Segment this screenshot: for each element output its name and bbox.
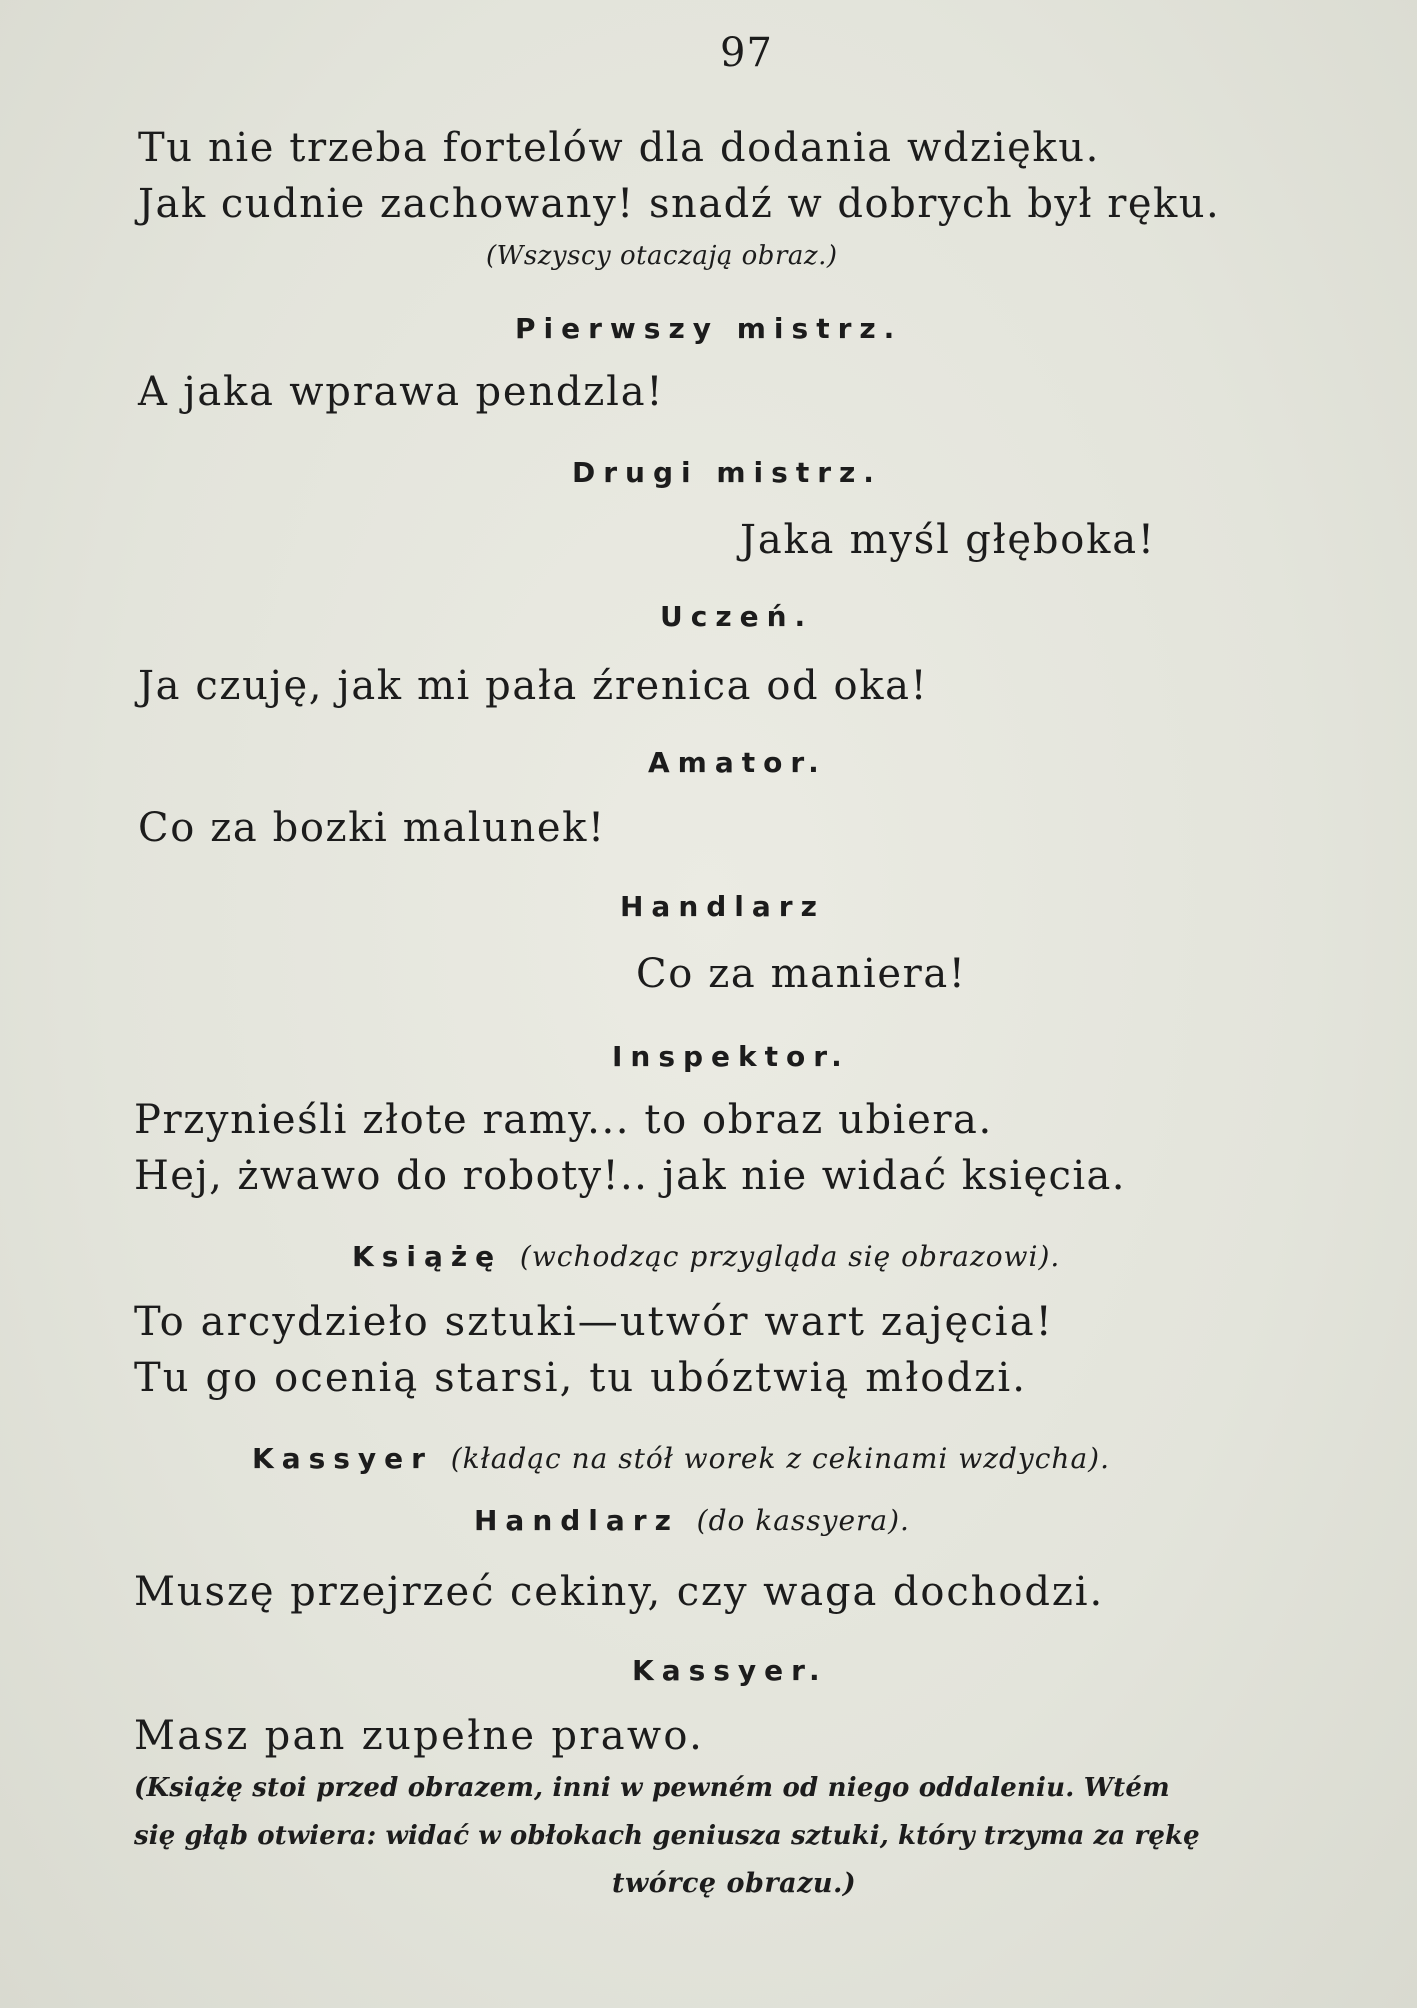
speaker-line [352,1240,1060,1274]
speaker-name: Pierwszy mistrz. [515,312,903,345]
speaker-name: Uczeń. [660,600,814,633]
page-number: 97 [720,30,773,76]
verse-line: Co za bozki malunek! [138,805,606,851]
verse-line: Tu go ocenią starsi, tu ubóztwią młodzi. [134,1355,1028,1401]
speaker-name: Kassyer. [632,1654,828,1687]
verse-line: Co za maniera! [636,951,967,997]
verse-line: To arcydzieło sztuki—utwór wart zajęcia! [134,1299,1054,1345]
speaker-name: Inspektor. [612,1040,850,1073]
verse-line: Ja czuję, jak mi pała źrenica od oka! [138,663,929,709]
speaker-name: Drugi mistrz. [572,456,882,489]
stage-direction: (Książę stoi przed obrazem, inni w pewném od niego oddaleniu. Wtém [134,1773,1170,1803]
stage-direction: twórcę obrazu.) [612,1868,857,1899]
verse-line: Przynieśli złote ramy... to obraz ubiera. [134,1097,993,1143]
verse-line: Jaka myśl głęboka! [740,517,1156,563]
verse-line: Masz pan zupełne prawo. [134,1713,705,1759]
stage-direction: (Wszyscy otaczają obraz.) [486,241,838,271]
stage-direction: (wchodząc przygląda się obrazowi). [519,1240,1061,1273]
speaker-name: Amator. [648,746,827,779]
speaker-name: Handlarz [474,1504,679,1537]
verse-line: Hej, żwawo do roboty!.. jak nie widać księcia. [134,1153,1126,1199]
speaker-name: Handlarz [620,890,825,923]
speaker-name: Książę [352,1240,503,1273]
verse-line: Tu nie trzeba fortelów dla dodania wdzięku. [138,125,1100,171]
stage-direction: się głąb otwiera: widać w obłokach geniusza sztuki, który trzyma za rękę [134,1821,1200,1851]
verse-line: A jaka wprawa pendzla! [138,369,665,415]
speaker-name: Kassyer [252,1442,433,1475]
speaker-line [252,1442,1110,1476]
stage-direction: (kładąc na stół worek z cekinami wzdycha). [450,1442,1110,1475]
verse-line: Muszę przejrzeć cekiny, czy waga dochodzi. [134,1569,1105,1615]
stage-direction: (do kassyera). [696,1504,910,1537]
speaker-line [474,1504,910,1538]
verse-line: Jak cudnie zachowany! snadź w dobrych był ręku. [138,181,1221,227]
